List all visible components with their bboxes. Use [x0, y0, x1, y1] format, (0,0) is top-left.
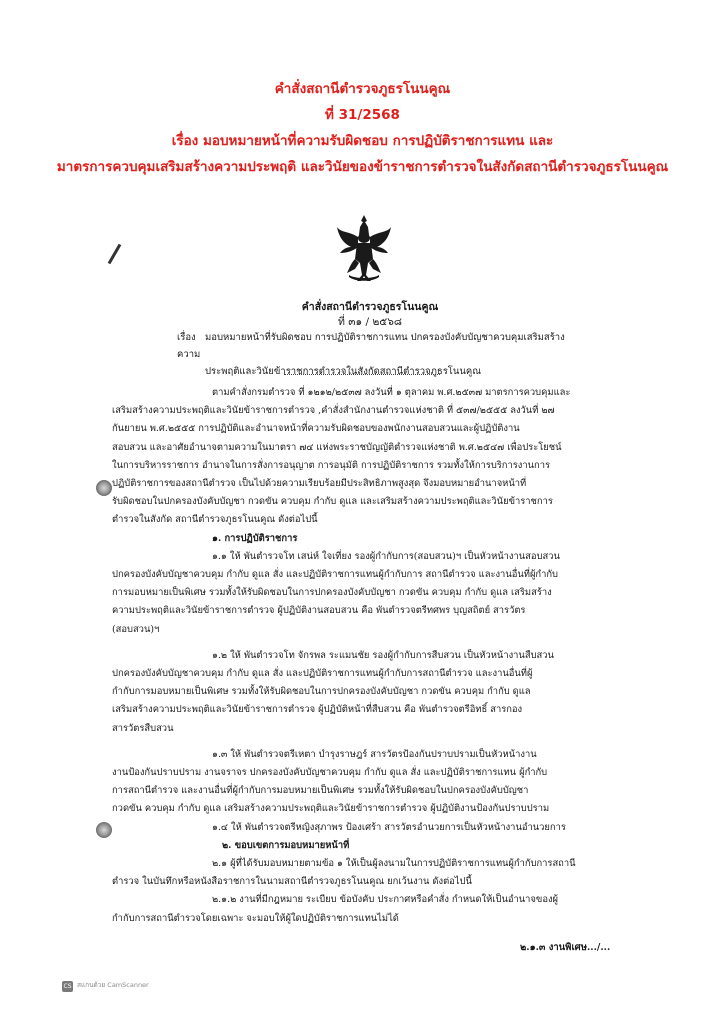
item-1-2-line: ๑.๒ ให้ พันตำรวจโท จักรพล ระแมนชัย รองผู้กำกับการสืบสวน เป็นหัวหน้างานสืบสวน — [212, 649, 554, 661]
section-1-title: ๑. การปฏิบัติราชการ — [212, 532, 298, 544]
paragraph-line: เสริมสร้างความประพฤติและวินัยข้าราชการตำรวจ ,คำสั่งสำนักงานตำรวจแห่งชาติ ที่ ๕๓๗/๒๕๕๕ ลงวันที่ ๒๗ — [112, 405, 555, 417]
paragraph-line: ตำรวจในสังกัด สถานีตำรวจภูธรโนนคูณ ดังต่อไปนี้ — [112, 514, 318, 526]
header-title: คำสั่งสถานีตำรวจภูธรโนนคูณ — [274, 81, 451, 97]
header-subject-line-2: มาตรการควบคุมเสริมสร้างความประพฤติ และวินัยของข้าราชการตำรวจในสังกัดสถานีตำรวจภูธรโนนคูณ — [56, 159, 669, 175]
subject-label: เรื่อง — [177, 332, 196, 343]
item-1-1-line: ปกครองบังคับบัญชาควบคุม กำกับ ดูแล สั่ง และปฏิบัติราชการแทนผู้กำกับการ สถานีตำรวจ และงานอื่นที่ผู้กำกับ — [112, 569, 559, 581]
paragraph-line: สอบสวน และอาศัยอำนาจตามความในมาตรา ๗๔ แห่งพระราชบัญญัติตำรวจแห่งชาติ พ.ศ.๒๕๔๗ เพื่อประโยชน์ — [112, 441, 562, 453]
item-1-3-line: ๑.๓ ให้ พันตำรวจตรีเหตา บำรุงราษฎร์ สารวัตรป้องกันปราบปรามเป็นหัวหน้างาน — [212, 748, 537, 760]
subject-line-2: ประพฤติและวินัยข้าราชการตำรวจในสังกัดสถานีตำรวจภูธรโนนคูณ — [205, 366, 482, 377]
item-2-1-2-line: กำกับการสถานีตำรวจโดยเฉพาะ จะมอบให้ผู้ใดปฏิบัติราชการแทนไม่ได้ — [112, 912, 399, 924]
paragraph-line: ตามคำสั่งกรมตำรวจ ที่ ๑๒๑๒/๒๕๓๗ ลงวันที่ ๑ ตุลาคม พ.ศ.๒๕๓๗ มาตรการควบคุมและ — [212, 387, 571, 398]
item-1-2-line: สารวัตรสืบสวน — [112, 722, 174, 734]
continuation-reference: ๒.๑.๓ งานพิเศษ.../... — [520, 942, 611, 953]
item-2-1-2-line: ๒.๑.๒ งานที่มีกฎหมาย ระเบียบ ข้อบังคับ ประกาศหรือคำสั่ง กำหนดให้เป็นอำนาจของผู้ — [212, 894, 559, 906]
item-1-1-line: (สอบสวน)ฯ — [112, 623, 160, 635]
divider-dots — [284, 374, 440, 375]
item-1-3-line: งานป้องกันปราบปราม งานจราจร ปกครองบังคับบัญชาควบคุม กำกับ ดูแล สั่ง และปฏิบัติราชการแทน ผู้กำกับ — [112, 767, 548, 779]
order-title: คำสั่งสถานีตำรวจภูธรโนนคูณ — [301, 301, 439, 313]
order-number: ที่ ๓๑ / ๒๕๖๘ — [338, 316, 402, 328]
pen-mark — [108, 244, 122, 265]
header-order-number: ที่ 31/2568 — [325, 107, 400, 123]
section-2-title: ๒. ขอบเขตการมอบหมายหน้าที่ — [222, 839, 350, 851]
item-2-1-line: ๒.๑ ผู้ที่ได้รับมอบหมายตามข้อ ๑ ให้เป็นผู้ลงนามในการปฏิบัติราชการแทนผู้กำกับการสถานี — [212, 858, 576, 870]
punch-hole-top — [96, 480, 112, 496]
paragraph-line: ในการบริหารราชการ อำนาจในการสั่งการอนุญาต การอนุมัติ การปฏิบัติราชการ รวมทั้งให้การบริการงานการ — [112, 459, 551, 471]
order-heading — [150, 300, 590, 329]
red-header — [0, 76, 725, 180]
order-subject — [177, 329, 577, 380]
item-1-1-line: ความประพฤติและวินัยข้าราชการตำรวจ ผู้ปฏิบัติงานสอบสวน คือ พันตำรวจตรีทศพร บุญสถิตย์ สารวัตร — [112, 605, 526, 617]
camscanner-logo: CS — [63, 983, 72, 990]
item-1-2-line: กำกับการมอบหมายเป็นพิเศษ รวมทั้งให้รับผิดชอบในการปกครองบังคับบัญชา กวดขัน ควบคุม กำกับ ดูแล — [112, 686, 531, 698]
document-body — [112, 384, 622, 928]
header-subject-line-1: เรื่อง มอบหมายหน้าที่ความรับผิดชอบ การปฏิบัติราชการแทน และ — [171, 133, 554, 149]
punch-hole-bottom — [96, 822, 112, 838]
item-1-3-line: การสถานีตำรวจ และงานอื่นที่ผู้กำกับการมอบหมายเป็นพิเศษ รวมทั้งให้รับผิดชอบในปกครองบังคับบัญชา — [112, 785, 529, 797]
paragraph-line: รับผิดชอบในปกครองบังคับบัญชา กวดขัน ควบคุม กำกับ ดูแล และเสริมสร้างความประพฤติและวินัยข้าราชการ — [112, 496, 553, 508]
item-1-2-line: เสริมสร้างความประพฤติและวินัยข้าราชการตำรวจ ผู้ปฏิบัติหน้าที่สืบสวน คือ พันตำรวจตรีอิทธิ์ สารกอง — [112, 704, 523, 716]
item-1-3-line: กวดขัน ควบคุม กำกับ ดูแล เสริมสร้างความประพฤติและวินัยข้าราชการตำรวจ ผู้ปฏิบัติงานป้องกันปราบปราม — [112, 803, 550, 815]
subject-line-1: มอบหมายหน้าที่รับผิดชอบ การปฏิบัติราชการแทน ปกครองบังคับบัญชาควบคุมเสริมสร้างความ — [177, 332, 565, 360]
item-1-2-line: ปกครองบังคับบัญชาควบคุม กำกับ ดูแล สั่ง และปฏิบัติราชการแทนผู้กำกับการสถานีตำรวจ และงานอื่นที่ผู้ — [112, 668, 533, 680]
item-2-1-line: ตำรวจ ในบันทึกหรือหนังสือราชการในนามสถานีตำรวจภูธรโนนคูณ ยกเว้นงาน ดังต่อไปนี้ — [112, 876, 472, 888]
item-1-1-line: ๑.๑ ให้ พันตำรวจโท เสน่ห์ ใจเที่ยง รองผู้กำกับการ(สอบสวน)ฯ เป็นหัวหน้างานสอบสวน — [212, 550, 560, 562]
item-1-1-line: การมอบหมายเป็นพิเศษ รวมทั้งให้รับผิดชอบในการปกครองบังคับบัญชา กวดขัน ควบคุม กำกับ ดูแล เสริมสร้าง — [112, 587, 552, 599]
item-1-4: ๑.๔ ให้ พันตำรวจตรีหญิงสุภาพร ป้องเศร้า สารวัตรอำนวยการเป็นหัวหน้างานอำนวยการ — [212, 821, 566, 833]
paragraph-line: กันยายน พ.ศ.๒๕๕๕ การปฏิบัติและอำนาจหน้าที่ความรับผิดชอบของพนักงานสอบสวนและผู้ปฏิบัติงาน — [112, 423, 520, 435]
camscanner-label: สแกนด้วย CamScanner — [77, 981, 149, 989]
garuda-emblem-icon — [335, 213, 393, 285]
paragraph-line: ปฏิบัติราชการของสถานีตำรวจ เป็นไปด้วยความเรียบร้อยมีประสิทธิภาพสูงสุด จึงมอบหมายอำนาจหน้าที่ — [112, 478, 527, 490]
